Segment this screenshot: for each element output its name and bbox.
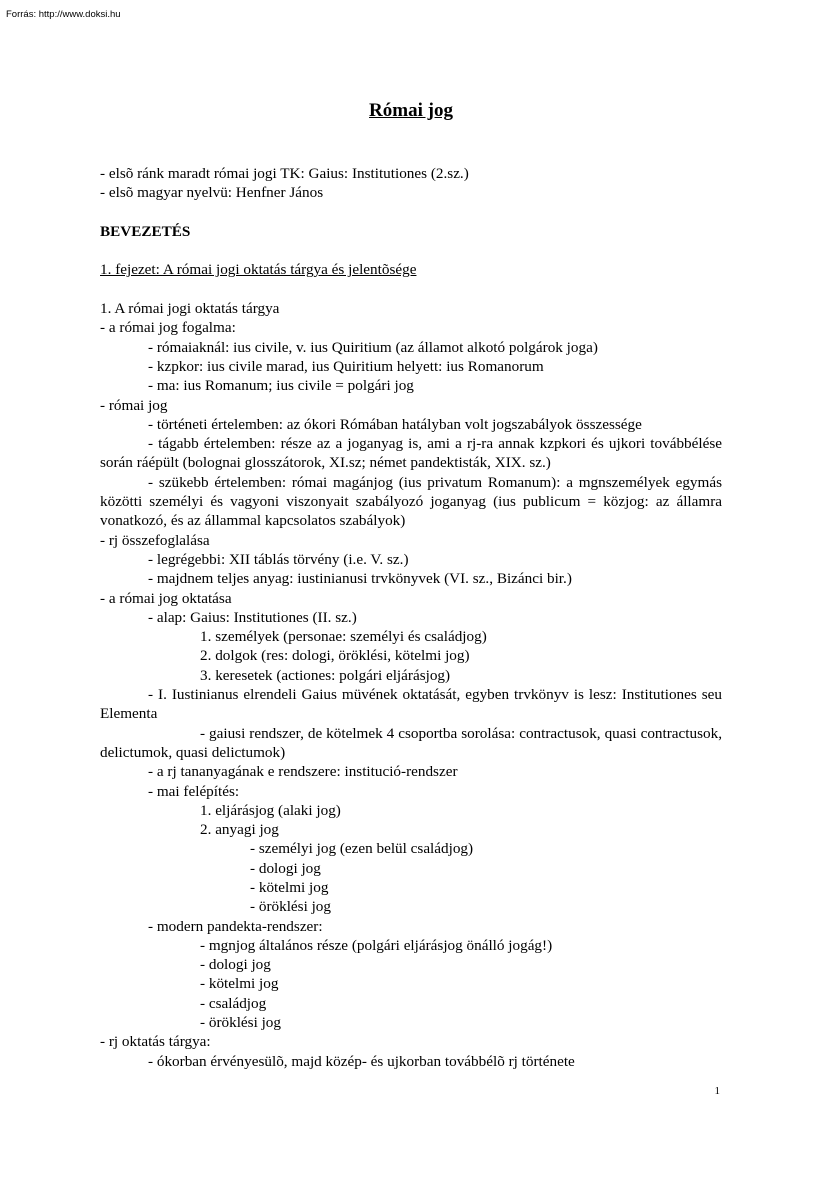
text-paragraph: - tágabb értelemben: része az a joganyag is, ami a rj-ra annak kzpkori és ujkori továbbélése során ráépült (bolognai glosszátorok, XI.sz; német pandektisták, XIX. sz.)	[100, 435, 722, 472]
text-line: - kzpkor: ius civile marad, ius Quiritium helyett: ius Romanorum	[148, 357, 544, 375]
text-line: - mgnjog általános része (polgári eljárásjog önálló jogág!)	[200, 936, 553, 954]
text-line: - dologi jog	[250, 859, 321, 877]
text-line: - mai felépítés:	[148, 782, 240, 800]
page-number: 1	[714, 1085, 720, 1097]
text-paragraph: - gaiusi rendszer, de kötelmek 4 csoportba sorolása: contractusok, quasi contractusok, delictumok, quasi delictumok)	[100, 724, 722, 761]
text-line: - alap: Gaius: Institutiones (II. sz.)	[148, 608, 357, 626]
text-line: - rómaiaknál: ius civile, v. ius Quiritium (az államot alkotó polgárok joga)	[148, 338, 598, 356]
text-line: 3. keresetek (actiones: polgári eljárásjog)	[200, 666, 451, 684]
text-line: - öröklési jog	[200, 1014, 281, 1032]
source-watermark: Forrás: http://www.doksi.hu	[6, 9, 121, 20]
text-line: - modern pandekta-rendszer:	[148, 917, 323, 935]
text-line: - a római jog fogalma:	[100, 319, 236, 337]
text-line: - történeti értelemben: az ókori Rómában hatályban volt jogszabályok összessége	[148, 415, 642, 433]
text-line: 2. anyagi jog	[200, 821, 279, 839]
text-line: 1. eljárásjog (alaki jog)	[200, 801, 341, 819]
text-paragraph: - szükebb értelemben: római magánjog (ius privatum Romanum): a mgnszemélyek egymás közötti személyi és vagyoni viszonyait szabályozó joganyag (ius publicum = közjog: az államra vonatkozó, és az állammal kapcsolatos szabályok)	[100, 473, 722, 530]
document-body	[100, 164, 722, 1071]
text-line: - rj összefoglalása	[100, 531, 210, 549]
text-line: - öröklési jog	[250, 898, 331, 916]
text-line: 1. személyek (personae: személyi és családjog)	[200, 628, 487, 646]
text-line: - családjog	[200, 994, 267, 1012]
text-line: - a rj tananyagának e rendszere: institució-rendszer	[148, 763, 458, 781]
text-line: - legrégebbi: XII táblás törvény (i.e. V. sz.)	[148, 550, 409, 568]
text-line: - ókorban érvényesülõ, majd közép- és ujkorban továbbélõ rj története	[148, 1052, 575, 1070]
section-heading: BEVEZETÉS	[100, 222, 191, 240]
text-line: - elsõ magyar nyelvü: Henfner János	[100, 184, 324, 202]
text-line: 2. dolgok (res: dologi, öröklési, kötelmi jog)	[200, 647, 470, 665]
subsection-heading: 1. A római jogi oktatás tárgya	[100, 300, 280, 318]
chapter-heading: 1. fejezet: A római jogi oktatás tárgya és jelentõsége	[100, 261, 417, 279]
text-line: - a római jog oktatása	[100, 589, 232, 607]
document-title: Római jog	[369, 100, 453, 121]
text-line: - kötelmi jog	[250, 878, 329, 896]
text-line: - elsõ ránk maradt római jogi TK: Gaius: Institutiones (2.sz.)	[100, 165, 469, 182]
text-line: - személyi jog (ezen belül családjog)	[250, 840, 474, 858]
text-line: - majdnem teljes anyag: iustinianusi trvkönyvek (VI. sz., Bizánci bir.)	[148, 570, 572, 588]
text-line: - ma: ius Romanum; ius civile = polgári jog	[148, 377, 414, 395]
text-line: - rj oktatás tárgya:	[100, 1033, 211, 1051]
text-line: - dologi jog	[200, 956, 271, 974]
text-line: - kötelmi jog	[200, 975, 279, 993]
text-line: - római jog	[100, 396, 168, 414]
text-paragraph: - I. Iustinianus elrendeli Gaius müvének oktatását, egyben trvkönyv is lesz: Institutiones seu Elementa	[100, 686, 722, 723]
